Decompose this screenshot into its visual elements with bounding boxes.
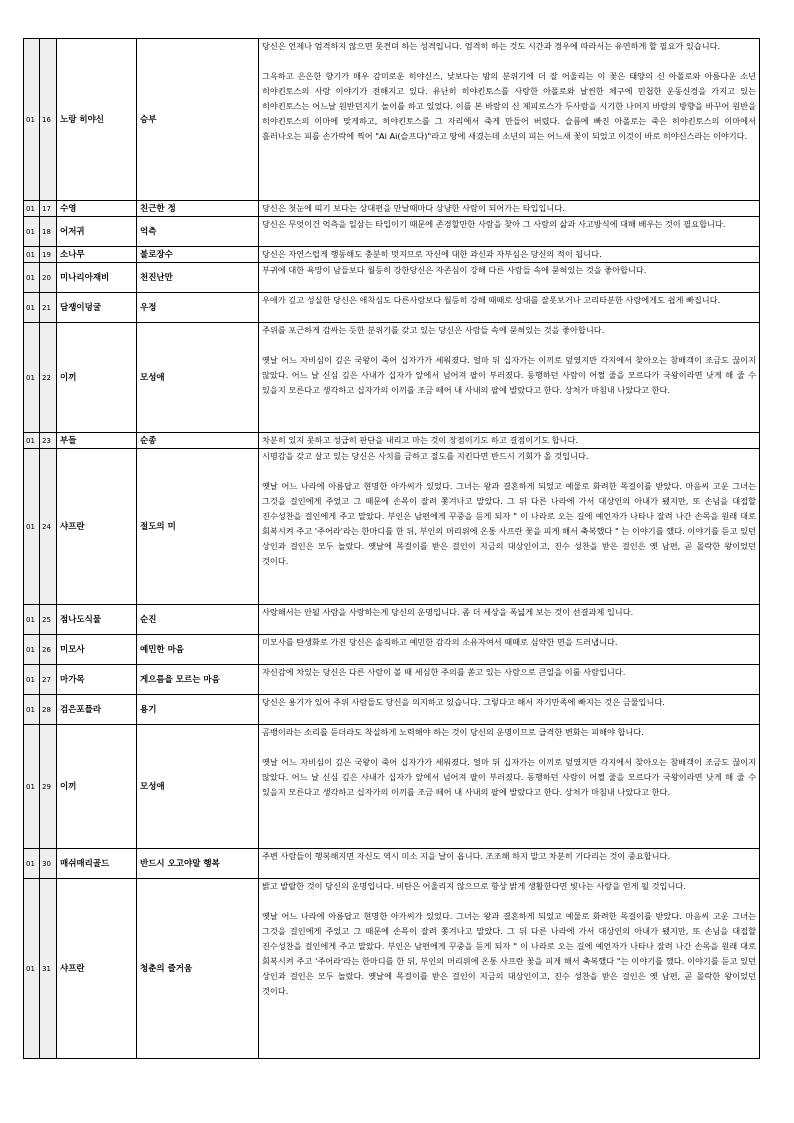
- table-row: [24, 635, 760, 665]
- description-cell: 당신은 무엇이건 억측을 일삼는 타입이기 때문에 존경할만한 사람을 찾아 그 사람의 삶과 사고방식에 대해 배우는 것이 필요합니다.: [259, 217, 760, 247]
- day-cell: 27: [40, 665, 57, 695]
- day-cell: 26: [40, 635, 57, 665]
- flower-name-cell: 부들: [57, 433, 137, 449]
- flower-name-cell: 어저귀: [57, 217, 137, 247]
- flower-meaning-cell: 게으름을 모르는 마음: [137, 665, 259, 695]
- day-cell: 16: [40, 39, 57, 201]
- day-cell: 30: [40, 849, 57, 879]
- day-cell: 28: [40, 695, 57, 725]
- flower-meaning-cell: 절도의 미: [137, 449, 259, 605]
- flower-name-cell: 소나무: [57, 247, 137, 263]
- description-cell: 곰뱅이라는 소리를 듣더라도 착실하게 노력해야 하는 것이 당신의 운명이므로 급격한 변화는 피해야 합니다. 옛날 어느 자비심이 깊은 국왕이 죽어 십자가가 세워졌다. 얼마 뒤 십자가는 이끼로 덮였지만 각지에서 찾아오는 참배객이 조금도 끊이지 않았다. 어느 날 신심 깊은 사내가 십자가 앞에서 넘어져 팔이 부러졌다. 동행하던 사람이 어쩔 줄을 모르다가 국왕이라면 낫게 해 줄 수 있을지 모른다고 생각하고 십자가의 이끼를 조금 떼어 내 사내의 팔에 발랐다고 한다. 상처가 마침내 나았다고 한다.: [259, 725, 760, 849]
- description-cell: 시명감을 갖고 살고 있는 당신은 사치를 금하고 절도를 지킨다면 반드시 기회가 올 것입니다. 옛날 어느 나라에 아름답고 현명한 아가씨가 있었다. 그녀는 왕과 결혼하게 되었고 예물로 화려한 목걸이를 받았다. 마음씨 고운 그녀는 그것을 걸인에게 주었고 그 때문에 손목이 잘려 쫓겨나고 말았다. 그 뒤 다른 나라에 가서 대상인의 아내가 됐지만, 또 손님을 대접할 진수성찬을 걸인에게 주고 말았다. 부인은 남편에게 꾸중을 듣게 되자 " 이 나라로 오는 길에 예언자가 나타나 잘려 나간 손목을 원래 대로 회복시켜 주고 '주어라'라는 한마디를 한 뒤, 부인의 머리위에 온통 사프란 꽃을 피게 해서 축복했다 " 는 이야기를 했다. 이야기를 듣고 있던 상인과 걸인은 모두 놀랐다. 옛날에 목걸이를 받은 걸인이 지금의 대상인이고, 진수 성찬을 받은 걸인은 옛 남편, 곧 몰락한 왕이었던 것이다.: [259, 449, 760, 605]
- month-cell: 01: [24, 725, 40, 849]
- description-cell: 주위를 포근하게 감싸는 듯한 분위기를 갖고 있는 당신은 사람들 속에 묻혀있는 것을 좋아합니다. 옛날 어느 자비심이 깊은 국왕이 죽어 십자가가 세워졌다. 얼마 뒤 십자가는 이끼로 덮였지만 각지에서 찾아오는 참배객이 조금도 끊이지 않았다. 어느 날 신심 깊은 사내가 십자가 앞에서 넘어져 팔이 부러졌다. 동행하던 사람이 어쩔 줄을 모르다가 국왕이라면 낫게 해 줄 수 있을지 모른다고 생각하고 십자가의 이끼를 조금 떼어 내 사내의 팔에 발랐다고 한다. 상처가 마침내 나았다고 한다.: [259, 323, 760, 433]
- flower-meaning-cell: 반드시 오고야말 행복: [137, 849, 259, 879]
- description-cell: 차분히 있지 못하고 성급히 판단을 내리고 마는 것이 장점이기도 하고 결점이기도 합니다.: [259, 433, 760, 449]
- month-cell: 01: [24, 879, 40, 1059]
- month-cell: 01: [24, 39, 40, 201]
- table-row: [24, 605, 760, 635]
- day-cell: 18: [40, 217, 57, 247]
- table-row: [24, 725, 760, 849]
- flower-meaning-cell: 모성애: [137, 323, 259, 433]
- flower-meaning-cell: 친근한 정: [137, 201, 259, 217]
- flower-meaning-cell: 불로장수: [137, 247, 259, 263]
- flower-meaning-cell: 순종: [137, 433, 259, 449]
- month-cell: 01: [24, 293, 40, 323]
- month-cell: 01: [24, 433, 40, 449]
- flower-name-cell: 이끼: [57, 323, 137, 433]
- day-cell: 31: [40, 879, 57, 1059]
- flower-meaning-cell: 용기: [137, 695, 259, 725]
- description-cell: 당신은 용기가 있어 주위 사람들도 당신을 의지하고 있습니다. 그렇다고 해서 자기만족에 빠지는 것은 금물입니다.: [259, 695, 760, 725]
- month-cell: 01: [24, 323, 40, 433]
- day-cell: 20: [40, 263, 57, 293]
- description-cell: 주변 사람들이 행복해지면 자신도 역시 미소 지을 날이 옵니다. 조조해 하지 말고 차분히 기다리는 것이 중요합니다.: [259, 849, 760, 879]
- table-row: [24, 39, 760, 201]
- table-row: [24, 849, 760, 879]
- flower-name-cell: 샤프란: [57, 879, 137, 1059]
- flower-name-cell: 점나도식물: [57, 605, 137, 635]
- flower-meaning-cell: 모성애: [137, 725, 259, 849]
- description-cell: 우애가 깊고 성실한 당신은 애착심도 다른사람보다 월등히 강해 때때로 상대를 잘못보거나 고리타분한 사람에게도 쉽게 빠집니다.: [259, 293, 760, 323]
- day-cell: 21: [40, 293, 57, 323]
- flower-meaning-cell: 천진난만: [137, 263, 259, 293]
- month-cell: 01: [24, 605, 40, 635]
- description-cell: 당신은 자연스럽게 행동해도 충분히 멋지므로 자신에 대한 과신과 자부심은 당신의 적이 됩니다.: [259, 247, 760, 263]
- table-row: [24, 665, 760, 695]
- table-row: [24, 323, 760, 433]
- birth-flower-table: [23, 38, 760, 1059]
- month-cell: 01: [24, 849, 40, 879]
- flower-name-cell: 미모사: [57, 635, 137, 665]
- table-row: [24, 217, 760, 247]
- description-cell: 부귀에 대한 욕망이 남들보다 월등히 강한당신은 자존심이 강해 다른 사람들 속에 묻혀있는 것을 좋아합니다.: [259, 263, 760, 293]
- day-cell: 17: [40, 201, 57, 217]
- table-row: [24, 201, 760, 217]
- day-cell: 19: [40, 247, 57, 263]
- month-cell: 01: [24, 217, 40, 247]
- flower-name-cell: 수영: [57, 201, 137, 217]
- month-cell: 01: [24, 449, 40, 605]
- flower-meaning-cell: 억측: [137, 217, 259, 247]
- month-cell: 01: [24, 695, 40, 725]
- day-cell: 24: [40, 449, 57, 605]
- month-cell: 01: [24, 263, 40, 293]
- flower-name-cell: 검은포플라: [57, 695, 137, 725]
- month-cell: 01: [24, 665, 40, 695]
- description-cell: 사랑해서는 안될 사람을 사랑하는게 당신의 운명입니다. 좀 더 세상을 폭넓게 보는 것이 선결과제 입니다.: [259, 605, 760, 635]
- flower-meaning-cell: 청춘의 즐거움: [137, 879, 259, 1059]
- day-cell: 22: [40, 323, 57, 433]
- flower-name-cell: 샤프란: [57, 449, 137, 605]
- table-row: [24, 433, 760, 449]
- flower-name-cell: 노랑 히야신: [57, 39, 137, 201]
- month-cell: 01: [24, 635, 40, 665]
- day-cell: 23: [40, 433, 57, 449]
- day-cell: 25: [40, 605, 57, 635]
- table-row: [24, 695, 760, 725]
- flower-name-cell: 마가목: [57, 665, 137, 695]
- flower-meaning-cell: 예민한 마음: [137, 635, 259, 665]
- table-body: [24, 39, 760, 1059]
- description-cell: 미모사를 탄생화로 가진 당신은 솔직하고 예민한 감각의 소유자여서 때때로 심약한 면을 드러냅니다.: [259, 635, 760, 665]
- table-row: [24, 247, 760, 263]
- flower-meaning-cell: 순진: [137, 605, 259, 635]
- flower-meaning-cell: 우정: [137, 293, 259, 323]
- table-row: [24, 293, 760, 323]
- description-cell: 자신감에 차있는 당신은 다른 사람이 볼 때 세심한 주의를 쏟고 있는 사람으로 큰일을 이룰 사람입니다.: [259, 665, 760, 695]
- flower-name-cell: 담쟁이덩굴: [57, 293, 137, 323]
- flower-name-cell: 매쉬매리골드: [57, 849, 137, 879]
- month-cell: 01: [24, 247, 40, 263]
- table-row: [24, 449, 760, 605]
- flower-meaning-cell: 승부: [137, 39, 259, 201]
- month-cell: 01: [24, 201, 40, 217]
- description-cell: 당신은 언제나 엄격하지 않으면 못견뎌 하는 성격입니다. 엄격히 하는 것도 시간과 경우에 따라서는 유연하게 할 필요가 있습니다. 그윽하고 은은한 향기가 매우 감미로운 히야신스, 낮보다는 밤의 분위기에 더 잘 어울리는 이 꽃은 태양의 신 아폴로와 아름다운 소년 히야킨토스의 사랑 이야기가 전해지고 있다. 유난히 히야킨토스를 사랑한 아폴로와 날씬한 체구에 민첩한 운동신경을 가지고 있는 히야킨토스는 어느날 원반던지기 놀이를 하고 있었다. 이를 본 바람의 신 제피로스가 두사람을 시기한 나머지 바람의 방향을 바꾸어 원반을 히야킨토스의 이마에 맞게하고, 히야킨토스를 그 자리에서 죽게 만들어 버렸다. 슬픔에 빠진 아폴로는 죽은 히야킨토스의 이마에서 흘러나오는 피를 손가락에 찍어 "Ai Ai(슬프다)"라고 땅에 새겼는데 소년의 피는 어느새 꽃이 되었고 이것이 바로 히야신스라는 이야기다.: [259, 39, 760, 201]
- day-cell: 29: [40, 725, 57, 849]
- description-cell: 밝고 발랄한 것이 당신의 운명입니다. 비탄은 어울리지 않으므로 항상 밝게 생활한다면 빛나는 사랑을 얻게 될 것입니다. 옛날 어느 나라에 아름답고 현명한 아가씨가 있었다. 그녀는 왕과 결혼하게 되었고 예물로 화려한 목걸이를 받았다. 마음씨 고운 그녀는 그것을 걸인에게 주었고 그 때문에 손목이 잘려 쫓겨나고 말았다. 그 뒤 다른 나라에 가서 대상인의 아내가 됐지만, 또 손님을 대접할 진수성찬을 걸인에게 주고 말았다. 부인은 남편에게 꾸중을 듣게 되자 " 이 나라로 오는 길에 예언자가 나타나 잘려 나간 손목을 원래 대로 회복시켜 주고 '주어라'라는 한마디를 한 뒤, 부인의 머리위에 온통 사프란 꽃을 피게 해서 축복했다 "는 이야기를 했다. 이야기를 듣고 있던 상인과 걸인은 모두 놀랐다. 옛날에 목걸이를 받은 걸인이 지금의 대상인이고, 진수 성찬을 받은 걸인은 옛 남편, 곧 몰락한 왕이었던 것이다.: [259, 879, 760, 1059]
- table-row: [24, 263, 760, 293]
- table-row: [24, 879, 760, 1059]
- description-cell: 당신은 첫눈에 띠기 보다는 상대편을 만날때마다 상냥한 사람이 되어가는 타입입니다.: [259, 201, 760, 217]
- flower-name-cell: 미나리아재비: [57, 263, 137, 293]
- flower-name-cell: 이끼: [57, 725, 137, 849]
